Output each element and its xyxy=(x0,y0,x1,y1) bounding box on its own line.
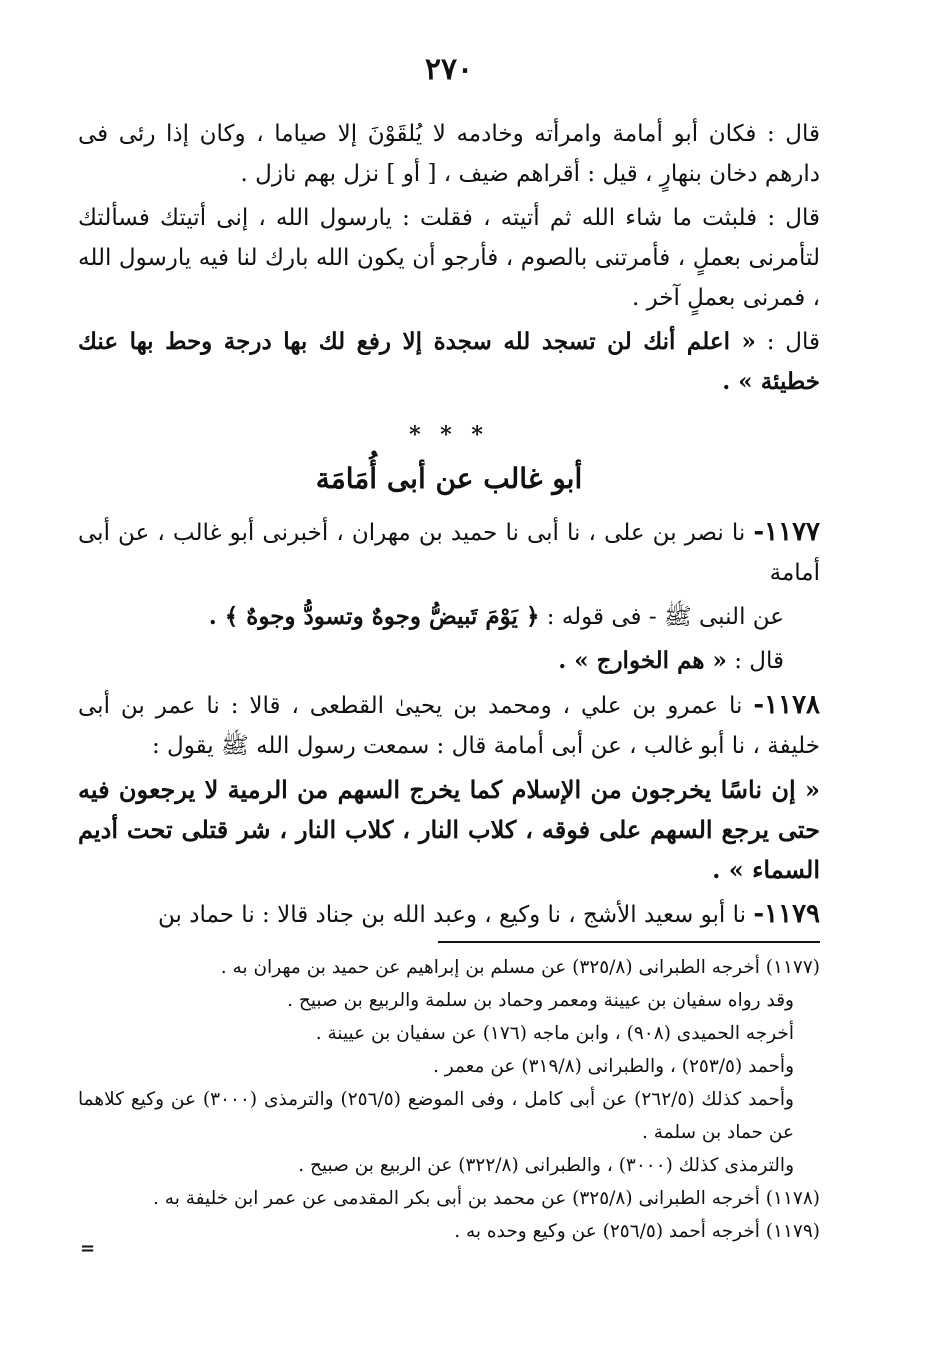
hadith-1179-isnad xyxy=(78,894,820,935)
footnote-divider xyxy=(438,941,820,943)
quote-prefix: قال : xyxy=(755,329,820,355)
footnote-line: وقد رواه سفيان بن عيينة ومعمر وحماد بن سلمة والربيع بن صبيح . xyxy=(287,990,794,1011)
hadith-1178-isnad xyxy=(78,685,820,766)
isnad-text: نا نصر بن على ، نا أبى نا حميد بن مهران ، أخبرنى أبو غالب ، عن أبى أمامة xyxy=(78,520,820,586)
footnote-line: وأحمد (٢٥٣/٥) ، والطبرانى (٣١٩/٨) عن معمر . xyxy=(432,1056,794,1077)
hadith-1177-matn xyxy=(78,597,820,637)
footnote-line: (١١٧٧) أخرجه الطبرانى (٣٢٥/٨) عن مسلم بن إبراهيم عن حميد بن مهران به . xyxy=(220,957,820,978)
section-separator: * * * xyxy=(409,422,489,448)
prophetic-quote: « اعلم أنك لن تسجد لله سجدة إلا رفع لك بها درجة وحط بها عنك خطيئة » . xyxy=(78,328,820,395)
closing-quote-paragraph xyxy=(78,322,820,402)
footnote-line: أخرجه الحميدى (٩٠٨) ، وابن ماجه (١٧٦) عن سفيان بن عيينة . xyxy=(315,1023,794,1044)
narration-paragraph: قال : فكان أبو أمامة وامرأته وخادمه لا يُلقَوْنَ إلا صياما ، وكان إذا رئى فى دارهم دخان بنهارٍ ، قيل : أقراهم ضيف ، [ أو ] نزل بهم نازل . xyxy=(78,121,820,187)
hadith-1177-answer xyxy=(78,641,820,681)
section-heading: أبو غالب عن أبى أُمَامَة xyxy=(315,462,583,495)
footnote-line: (١١٧٨) أخرجه الطبرانى (٣٢٥/٨) عن محمد بن أبى بكر المقدمى عن عمر ابن خليفة به . xyxy=(153,1188,820,1209)
footnotes xyxy=(78,951,820,1248)
book-page xyxy=(78,50,820,1248)
page-number: ٢٧٠ xyxy=(424,52,474,87)
isnad-text: نا أبو سعيد الأشج ، نا وكيع ، وعبد الله بن جناد قالا : نا حماد بن xyxy=(158,902,754,928)
narration-paragraph: قال : فلبثت ما شاء الله ثم أتيته ، فقلت : يارسول الله ، إنى أتيتك فسألتك لتأمرنى بعملٍ ، فأمرتنى بالصوم ، فأرجو أن يكون الله بارك لنا فيه يارسول الله ، فمرنى بعملٍ آخر . xyxy=(78,205,820,311)
hadith-1177-isnad xyxy=(78,512,820,593)
continuation-mark: = xyxy=(80,1238,96,1259)
footnote-line: والترمذى كذلك (٣٠٠٠) ، والطبرانى (٣٢٢/٨) عن الربيع بن صبيح . xyxy=(298,1155,794,1176)
footnote-line: وأحمد كذلك (٢٦٢/٥) عن أبى كامل ، وفى الموضع (٢٥٦/٥) والترمذى (٣٠٠٠) عن وكيع كلاهما عن حماد بن سلمة . xyxy=(78,1089,794,1143)
hadith-number: ١١٧٨- xyxy=(753,690,820,720)
matn-prefix: عن النبى ﷺ - فى قوله : xyxy=(539,604,784,630)
answer-prefix: قال : xyxy=(726,648,784,674)
hadith-1178-matn: « إن ناسًا يخرجون من الإسلام كما يخرج السهم من الرمية لا يرجعون فيه حتى يرجع السهم على فوقه ، كلاب النار ، كلاب النار ، شر قتلى تحت أديم السماء » . xyxy=(78,775,820,884)
quran-quote: ﴿ يَوْمَ تَبيضُّ وجوهٌ وتسودُّ وجوهٌ ﴾ . xyxy=(208,603,540,630)
hadith-number: ١١٧٩- xyxy=(753,899,820,929)
hadith-number: ١١٧٧- xyxy=(753,517,820,547)
prophetic-quote: « هم الخوارج » . xyxy=(558,647,727,674)
isnad-text: نا عمرو بن علي ، ومحمد بن يحيىٰ القطعى ، قالا : نا عمر بن أبى خليفة ، نا أبو غالب ، عن أبى أمامة قال : سمعت رسول الله ﷺ يقول : xyxy=(78,693,820,759)
footnote-line: (١١٧٩) أخرجه أحمد (٢٥٦/٥) عن وكيع وحده به . xyxy=(454,1221,820,1242)
